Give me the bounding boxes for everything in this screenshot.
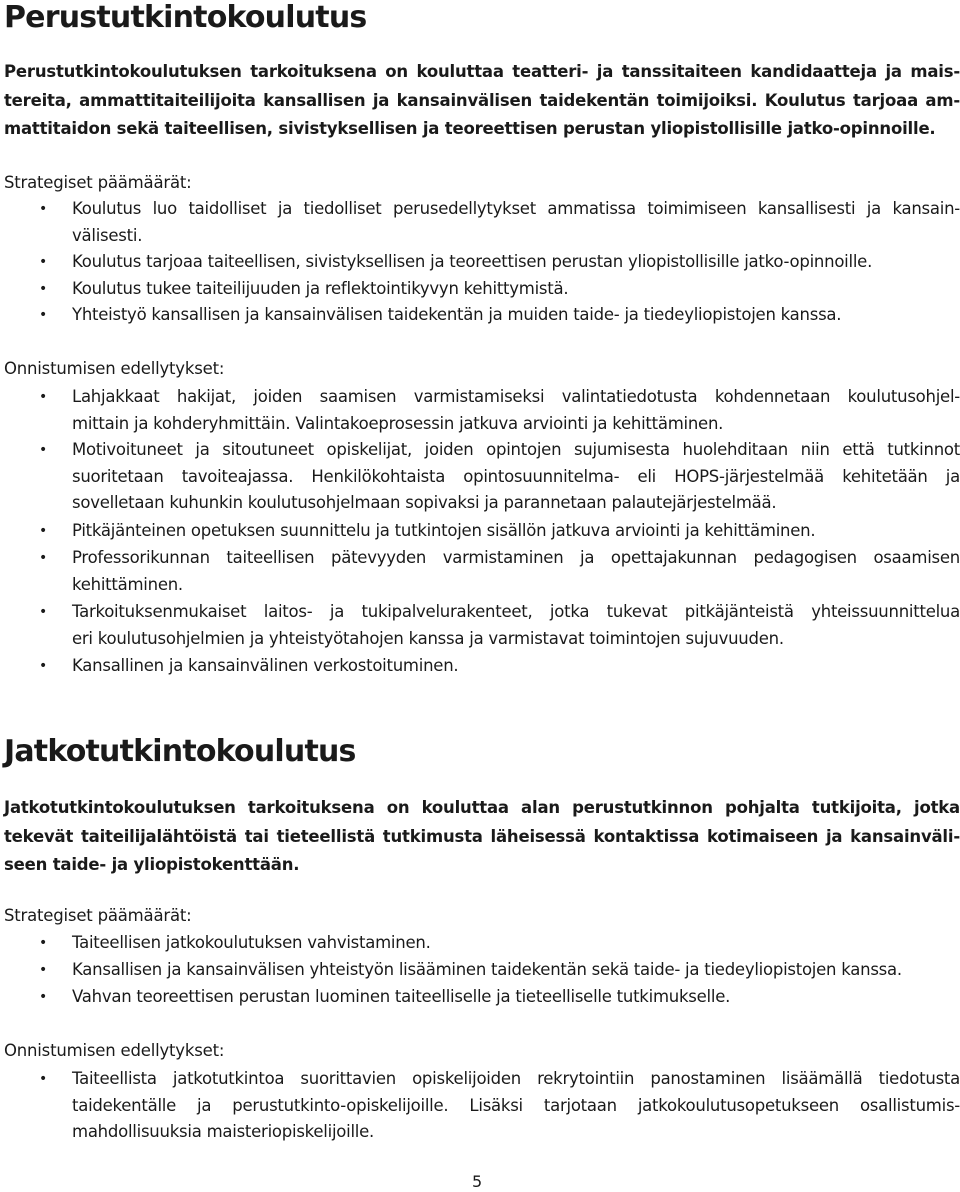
list-item <box>39 437 960 517</box>
bullet-icon: • <box>39 989 48 1005</box>
list-item <box>39 599 960 652</box>
intro-line: Perustutkintokoulutuksen tarkoituksena on kouluttaa teatteri- ja tanssitaiteen kandidaatteja ja mais- <box>4 62 960 81</box>
list-item <box>39 276 960 303</box>
list-item <box>39 302 960 329</box>
bullet-icon: • <box>39 935 48 951</box>
list-item-line: taidekentälle ja perustutkinto-opiskelijoille. Lisäksi tarjotaan jatkokoulutusopetukseen osallistumis- <box>72 1095 960 1115</box>
list-item-line: välisesti. <box>72 225 143 245</box>
bullet-icon: • <box>39 307 48 323</box>
section-intro-paragraph <box>4 58 960 144</box>
list-item <box>39 545 960 598</box>
bullet-icon: • <box>39 962 48 978</box>
list-item-line: Yhteistyö kansallisen ja kansainvälisen taidekentän ja muiden taide- ja tiedeyliopistojen kanssa. <box>72 305 842 324</box>
strategic-goals-label: Strategiset päämäärät: <box>4 173 192 192</box>
list-item <box>39 196 960 249</box>
list-item <box>39 1066 960 1146</box>
strategic-goals-label: Strategiset päämäärät: <box>4 906 192 925</box>
list-item-line: Kansallinen ja kansainvälinen verkostoituminen. <box>72 656 459 675</box>
list-item-line: Taiteellisen jatkokoulutuksen vahvistaminen. <box>72 933 431 952</box>
list-item-line: Tarkoituksenmukaiset laitos- ja tukipalvelurakenteet, jotka tukevat pitkäjänteistä yhteissuunnittelua <box>72 602 960 621</box>
bullet-icon: • <box>39 201 48 217</box>
list-item-line: Kansallisen ja kansainvälisen yhteistyön lisääminen taidekentän sekä taide- ja tiedeyliopistojen kanssa. <box>72 960 902 979</box>
list-item-line: eri koulutusohjelmien ja yhteistyötahojen kanssa ja varmistavat toimintojen sujuvuuden. <box>72 628 784 648</box>
bullet-icon: • <box>39 389 48 405</box>
list-item-line: Professorikunnan taiteellisen pätevyyden varmistaminen ja opettajakunnan pedagogisen osaamisen <box>72 548 960 567</box>
list-item-line: Pitkäjänteinen opetuksen suunnittelu ja tutkintojen sisällön jatkuva arviointi ja kehittäminen. <box>72 521 816 540</box>
list-item-line: Koulutus tarjoaa taiteellisen, sivistyksellisen ja teoreettisen perustan yliopistollisille jatko-opinnoille. <box>72 252 873 271</box>
list-item-line: Vahvan teoreettisen perustan luominen taiteelliselle ja tieteelliselle tutkimukselle. <box>72 987 731 1006</box>
list-item <box>39 984 960 1011</box>
bullet-icon: • <box>39 281 48 297</box>
list-item <box>39 384 960 437</box>
list-item-line: Motivoituneet ja sitoutuneet opiskelijat, joiden opintojen sujumisesta huolehditaan niin että tutkinnot <box>72 440 960 459</box>
page-number: 5 <box>472 1172 483 1191</box>
intro-line: Jatkotutkintokoulutuksen tarkoituksena on kouluttaa alan perustutkinnon pohjalta tutkijoita, jotka <box>4 798 960 817</box>
section-intro-paragraph <box>4 794 960 880</box>
bullet-icon: • <box>39 1071 48 1087</box>
list-item-line: mittain ja kohderyhmittäin. Valintakoeprosessin jatkuva arviointi ja kehittäminen. <box>72 413 724 433</box>
intro-line: seen taide- ja yliopistokenttään. <box>4 855 300 874</box>
success-conditions-label: Onnistumisen edellytykset: <box>4 359 225 378</box>
bullet-icon: • <box>39 442 48 458</box>
intro-line: mattitaidon sekä taiteellisen, sivistyksellisen ja teoreettisen perustan yliopistollisille jatko-opinnoille. <box>4 119 936 138</box>
bullet-icon: • <box>39 658 48 674</box>
list-item <box>39 653 960 680</box>
list-item-line: Koulutus luo taidolliset ja tiedolliset perusedellytykset ammatissa toimimiseen kansallisesti ja kansain- <box>72 199 960 218</box>
list-item-line: sovelletaan kuhunkin koulutusohjelmaan sopivaksi ja parannetaan palautejärjestelmää. <box>72 493 777 512</box>
intro-line: tereita, ammattitaiteilijoita kansallisen ja kansainvälisen taidekentän toimijoiksi. Koulutus tarjoaa am- <box>4 90 960 110</box>
section-heading-jatkotutkintokoulutus: Jatkotutkintokoulutus <box>4 734 356 769</box>
intro-line: tekevät taiteilijalähtöistä tai tieteellistä tutkimusta läheisessä kontaktissa kotimaiseen ja kansainväli- <box>4 826 960 846</box>
list-item-line: mahdollisuuksia maisteriopiskelijoille. <box>72 1122 375 1141</box>
bullet-icon: • <box>39 604 48 620</box>
list-item <box>39 957 960 984</box>
bullet-icon: • <box>39 523 48 539</box>
list-item <box>39 249 960 276</box>
section-heading-perustutkintokoulutus: Perustutkintokoulutus <box>4 0 367 35</box>
list-item-line: suoritetaan tavoiteajassa. Henkilökohtaista opintosuunnitelma- eli HOPS-järjestelmää kehitetään ja <box>72 466 960 486</box>
list-item-line: Koulutus tukee taiteilijuuden ja reflektointikyvyn kehittymistä. <box>72 279 569 298</box>
list-item-line: kehittäminen. <box>72 574 183 594</box>
list-item-line: Lahjakkaat hakijat, joiden saamisen varmistamiseksi valintatiedotusta kohdennetaan koulutusohjel- <box>72 387 960 406</box>
bullet-icon: • <box>39 254 48 270</box>
list-item-line: Taiteellista jatkotutkintoa suorittavien opiskelijoiden rekrytointiin panostaminen lisäämällä tiedotusta <box>72 1069 960 1088</box>
bullet-icon: • <box>39 550 48 566</box>
list-item <box>39 518 960 545</box>
list-item <box>39 930 960 957</box>
success-conditions-label: Onnistumisen edellytykset: <box>4 1041 225 1060</box>
